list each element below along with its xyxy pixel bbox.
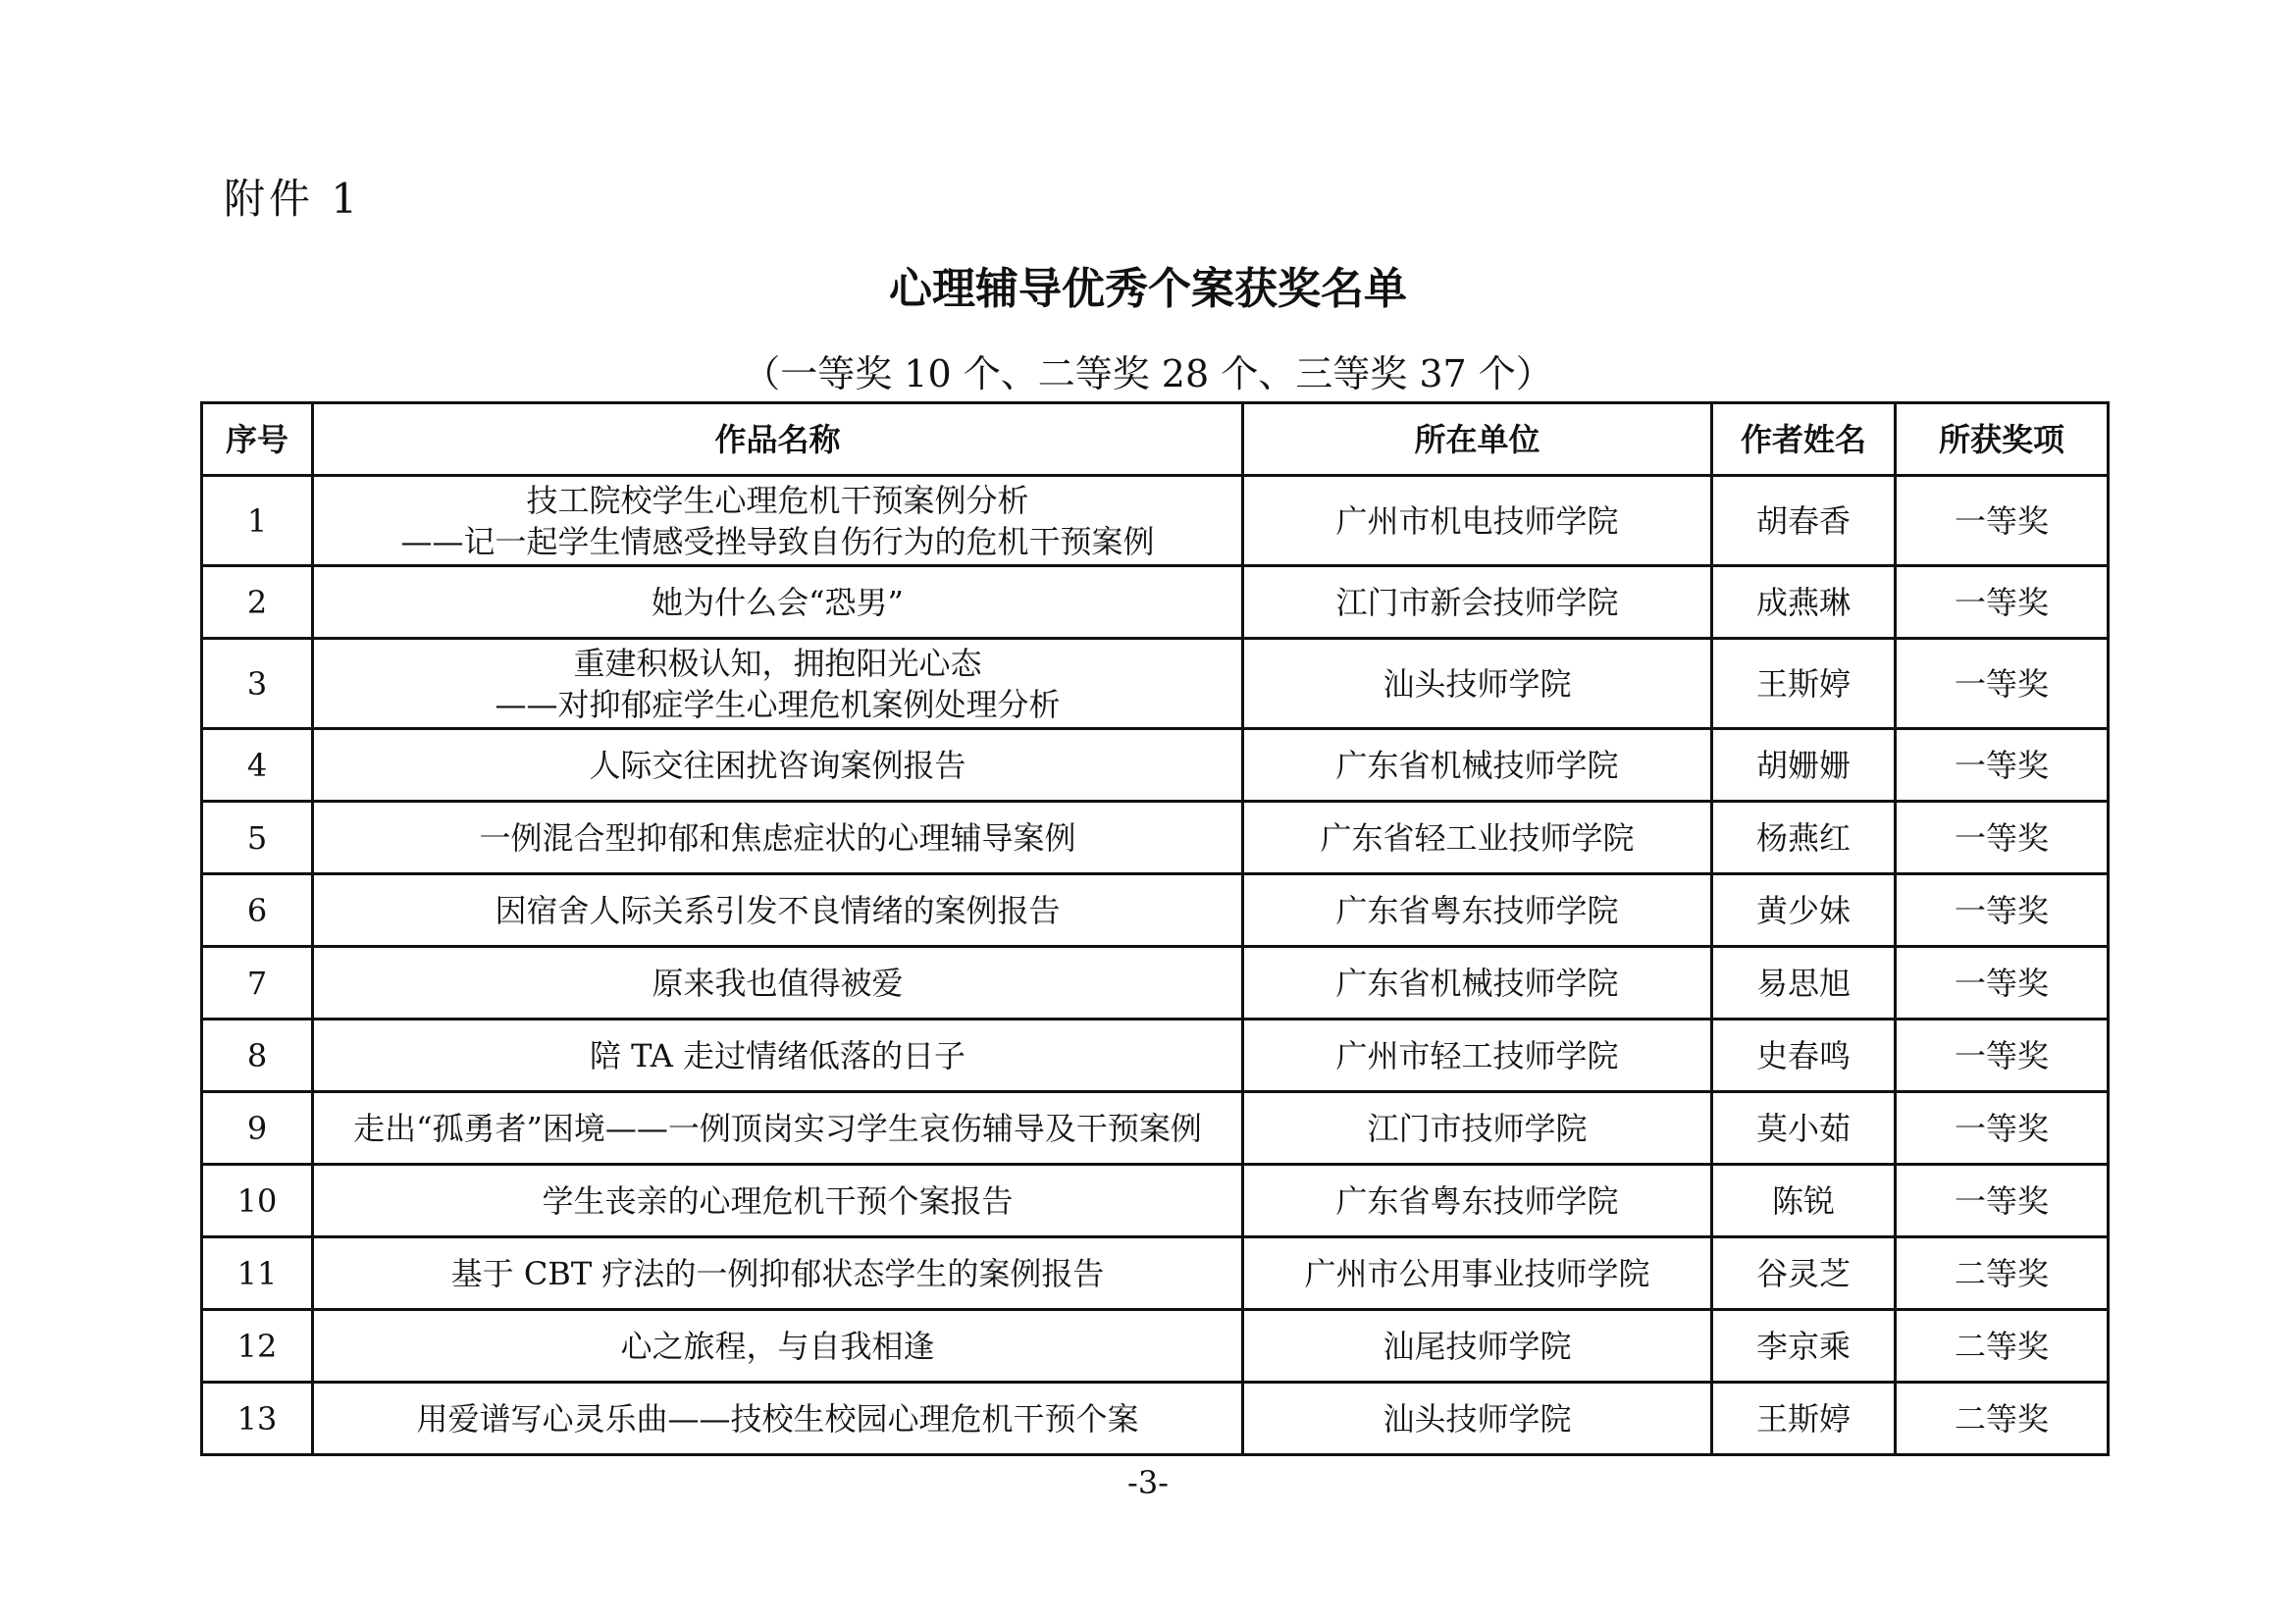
table-row [202,874,2109,947]
cell-index: 7 [202,947,313,1020]
cell-award: 一等奖 [1896,802,2109,874]
document-title: 心理辅导优秀个案获奖名单 [889,264,1407,314]
table-row [202,947,2109,1020]
awards-table [200,401,2110,1456]
cell-unit: 江门市技师学院 [1243,1092,1712,1165]
table-row [202,476,2109,566]
cell-index: 9 [202,1092,313,1165]
cell-author: 史春鸣 [1712,1020,1896,1092]
cell-author: 成燕琳 [1712,566,1896,639]
cell-author: 黄少妹 [1712,874,1896,947]
table-row [202,802,2109,874]
cell-award: 一等奖 [1896,639,2109,729]
table-row [202,1383,2109,1455]
cell-index: 13 [202,1383,313,1455]
cell-award: 一等奖 [1896,947,2109,1020]
table-row [202,729,2109,802]
cell-author: 谷灵芝 [1712,1237,1896,1310]
cell-work-title: 基于 CBT 疗法的一例抑郁状态学生的案例报告 [313,1237,1243,1310]
cell-index: 6 [202,874,313,947]
cell-index: 11 [202,1237,313,1310]
cell-index: 12 [202,1310,313,1383]
attachment-label: 附件 1 [224,175,362,223]
cell-work-title: 走出“孤勇者”困境——一例顶岗实习学生哀伤辅导及干预案例 [313,1092,1243,1165]
cell-work-title: 心之旅程，与自我相逢 [313,1310,1243,1383]
cell-work-title: 她为什么会“恐男” [313,566,1243,639]
table-row [202,1092,2109,1165]
cell-author: 陈锐 [1712,1165,1896,1237]
cell-author: 胡春香 [1712,476,1896,566]
table-row [202,1165,2109,1237]
cell-work-title: 原来我也值得被爱 [313,947,1243,1020]
table-row [202,566,2109,639]
cell-award: 二等奖 [1896,1237,2109,1310]
cell-unit: 江门市新会技师学院 [1243,566,1712,639]
header-award: 所获奖项 [1896,403,2109,476]
header-work-title: 作品名称 [313,403,1243,476]
table-header-row [202,403,2109,476]
cell-work-title: 因宿舍人际关系引发不良情绪的案例报告 [313,874,1243,947]
cell-work-title: 人际交往困扰咨询案例报告 [313,729,1243,802]
cell-award: 一等奖 [1896,566,2109,639]
cell-unit: 汕尾技师学院 [1243,1310,1712,1383]
cell-author: 王斯婷 [1712,639,1896,729]
header-unit: 所在单位 [1243,403,1712,476]
cell-award: 一等奖 [1896,874,2109,947]
cell-index: 1 [202,476,313,566]
header-author: 作者姓名 [1712,403,1896,476]
cell-unit: 广东省粤东技师学院 [1243,874,1712,947]
cell-work-title: 学生丧亲的心理危机干预个案报告 [313,1165,1243,1237]
cell-award: 一等奖 [1896,1165,2109,1237]
cell-unit: 广州市公用事业技师学院 [1243,1237,1712,1310]
cell-author: 王斯婷 [1712,1383,1896,1455]
cell-work-title [313,639,1243,729]
work-title-sub: ——对抑郁症学生心理危机案例处理分析 [495,685,1061,723]
cell-author: 易思旭 [1712,947,1896,1020]
cell-award: 一等奖 [1896,729,2109,802]
cell-award: 一等奖 [1896,476,2109,566]
cell-award: 二等奖 [1896,1310,2109,1383]
cell-unit: 广东省粤东技师学院 [1243,1165,1712,1237]
work-title-sub: ——记一起学生情感受挫导致自伤行为的危机干预案例 [400,522,1155,560]
cell-index: 10 [202,1165,313,1237]
cell-unit: 广东省机械技师学院 [1243,729,1712,802]
table-row [202,1310,2109,1383]
cell-work-title: 用爱谱写心灵乐曲——技校生校园心理危机干预个案 [313,1383,1243,1455]
page-number: -3- [1127,1464,1169,1501]
cell-unit: 汕头技师学院 [1243,639,1712,729]
cell-award: 一等奖 [1896,1092,2109,1165]
cell-work-title: 一例混合型抑郁和焦虑症状的心理辅导案例 [313,802,1243,874]
work-title-main: 技工院校学生心理危机干预案例分析 [526,481,1029,519]
cell-unit: 汕头技师学院 [1243,1383,1712,1455]
cell-award: 二等奖 [1896,1383,2109,1455]
cell-author: 李京乘 [1712,1310,1896,1383]
cell-author: 杨燕红 [1712,802,1896,874]
table-row [202,639,2109,729]
cell-index: 2 [202,566,313,639]
cell-unit: 广州市机电技师学院 [1243,476,1712,566]
document-subtitle: （一等奖 10 个、二等奖 28 个、三等奖 37 个） [743,352,1553,395]
table-row [202,1020,2109,1092]
cell-work-title [313,476,1243,566]
cell-unit: 广东省轻工业技师学院 [1243,802,1712,874]
cell-unit: 广东省机械技师学院 [1243,947,1712,1020]
header-index: 序号 [202,403,313,476]
work-title-main: 重建积极认知，拥抱阳光心态 [573,644,982,682]
cell-award: 一等奖 [1896,1020,2109,1092]
cell-index: 3 [202,639,313,729]
cell-index: 8 [202,1020,313,1092]
cell-author: 胡姗姗 [1712,729,1896,802]
table-row [202,1237,2109,1310]
cell-author: 莫小茹 [1712,1092,1896,1165]
cell-index: 4 [202,729,313,802]
cell-unit: 广州市轻工技师学院 [1243,1020,1712,1092]
cell-index: 5 [202,802,313,874]
cell-work-title: 陪 TA 走过情绪低落的日子 [313,1020,1243,1092]
